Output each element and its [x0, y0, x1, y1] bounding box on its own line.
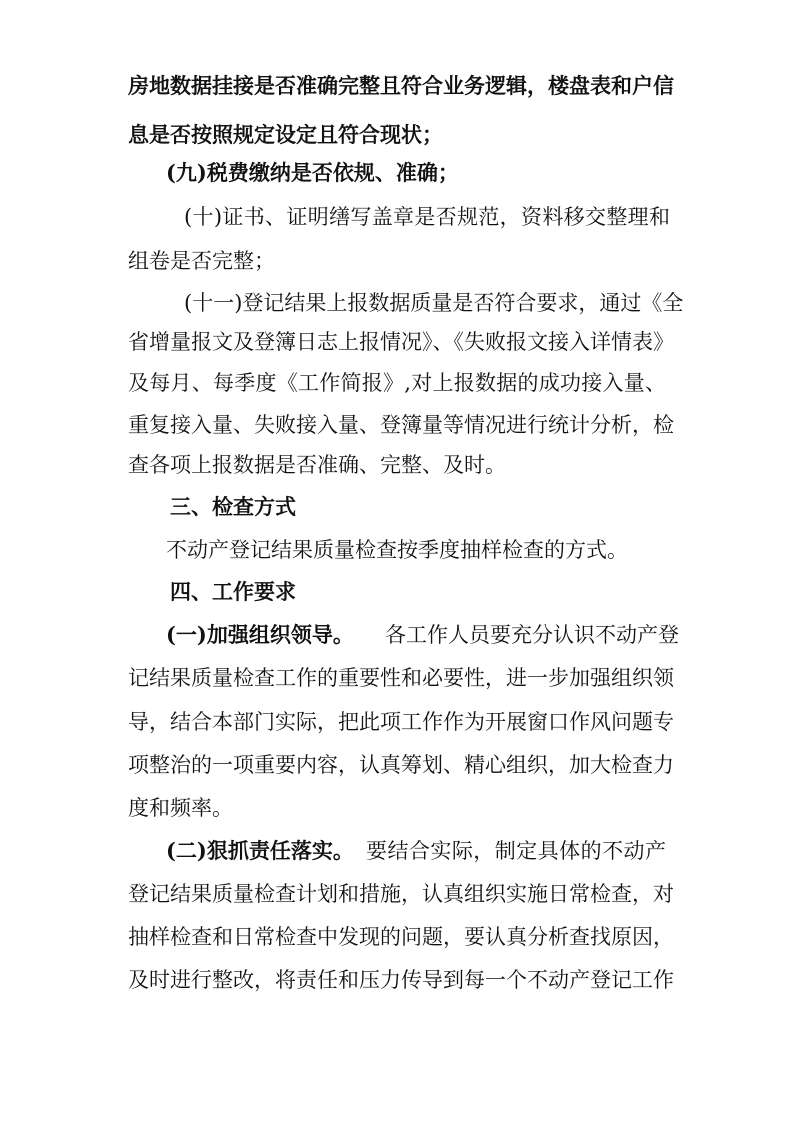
paragraph-line: 及每月、每季度《工作简报》,对上报数据的成功接入量、	[128, 371, 666, 395]
paragraph-line: 组卷是否完整；	[128, 249, 275, 273]
paragraph-line: (十)证书、证明缮写盖章是否规范，资料移交整理和	[184, 205, 670, 229]
paragraph-line: 导，结合本部门实际，把此项工作作为开展窗口作风问题专	[128, 710, 674, 734]
clause-heading: (二)狠抓责任落实。	[166, 838, 354, 863]
paragraph-line: 抽样检查和日常检查中发现的问题，要认真分析查找原因，	[128, 925, 674, 949]
paragraph-line: 各工作人员要充分认识不动产登	[385, 623, 679, 647]
paragraph-line: 省增量报文及登簿日志上报情况》、《失败报文接入详情表》	[128, 330, 674, 354]
paragraph-line: 息是否按照规定设定且符合现状；	[128, 122, 443, 147]
paragraph-line: 及时进行整改，将责任和压力传导到每一个不动产登记工作	[128, 968, 674, 992]
paragraph-line: 查各项上报数据是否准确、完整、及时。	[128, 453, 506, 477]
paragraph-line: 重复接入量、失败接入量、登簿量等情况进行统计分析，检	[128, 413, 674, 437]
paragraph-line: 记结果质量检查工作的重要性和必要性，进一步加强组织领	[128, 666, 674, 690]
section-heading: 四、工作要求	[170, 579, 296, 604]
paragraph-line: 不动产登记结果质量检查按季度抽样检查的方式。	[166, 538, 628, 562]
paragraph-line: (十一)登记结果上报数据质量是否符合要求，通过《全	[184, 291, 684, 315]
paragraph-line: 房地数据挂接是否准确完整且符合业务逻辑，楼盘表和户信	[128, 73, 674, 98]
clause-heading: (一)加强组织领导。	[166, 622, 354, 647]
paragraph-line: 登记结果质量检查计划和措施，认真组织实施日常检查，对	[128, 882, 674, 906]
section-heading: 三、检查方式	[170, 494, 296, 519]
clause-heading: (九)税费缴纳是否依规、准确；	[166, 160, 459, 185]
paragraph-line: 度和频率。	[128, 796, 233, 820]
paragraph-line: 项整治的一项重要内容，认真筹划、精心组织，加大检查力	[128, 753, 674, 777]
paragraph-line: 要结合实际，制定具体的不动产	[366, 839, 666, 863]
